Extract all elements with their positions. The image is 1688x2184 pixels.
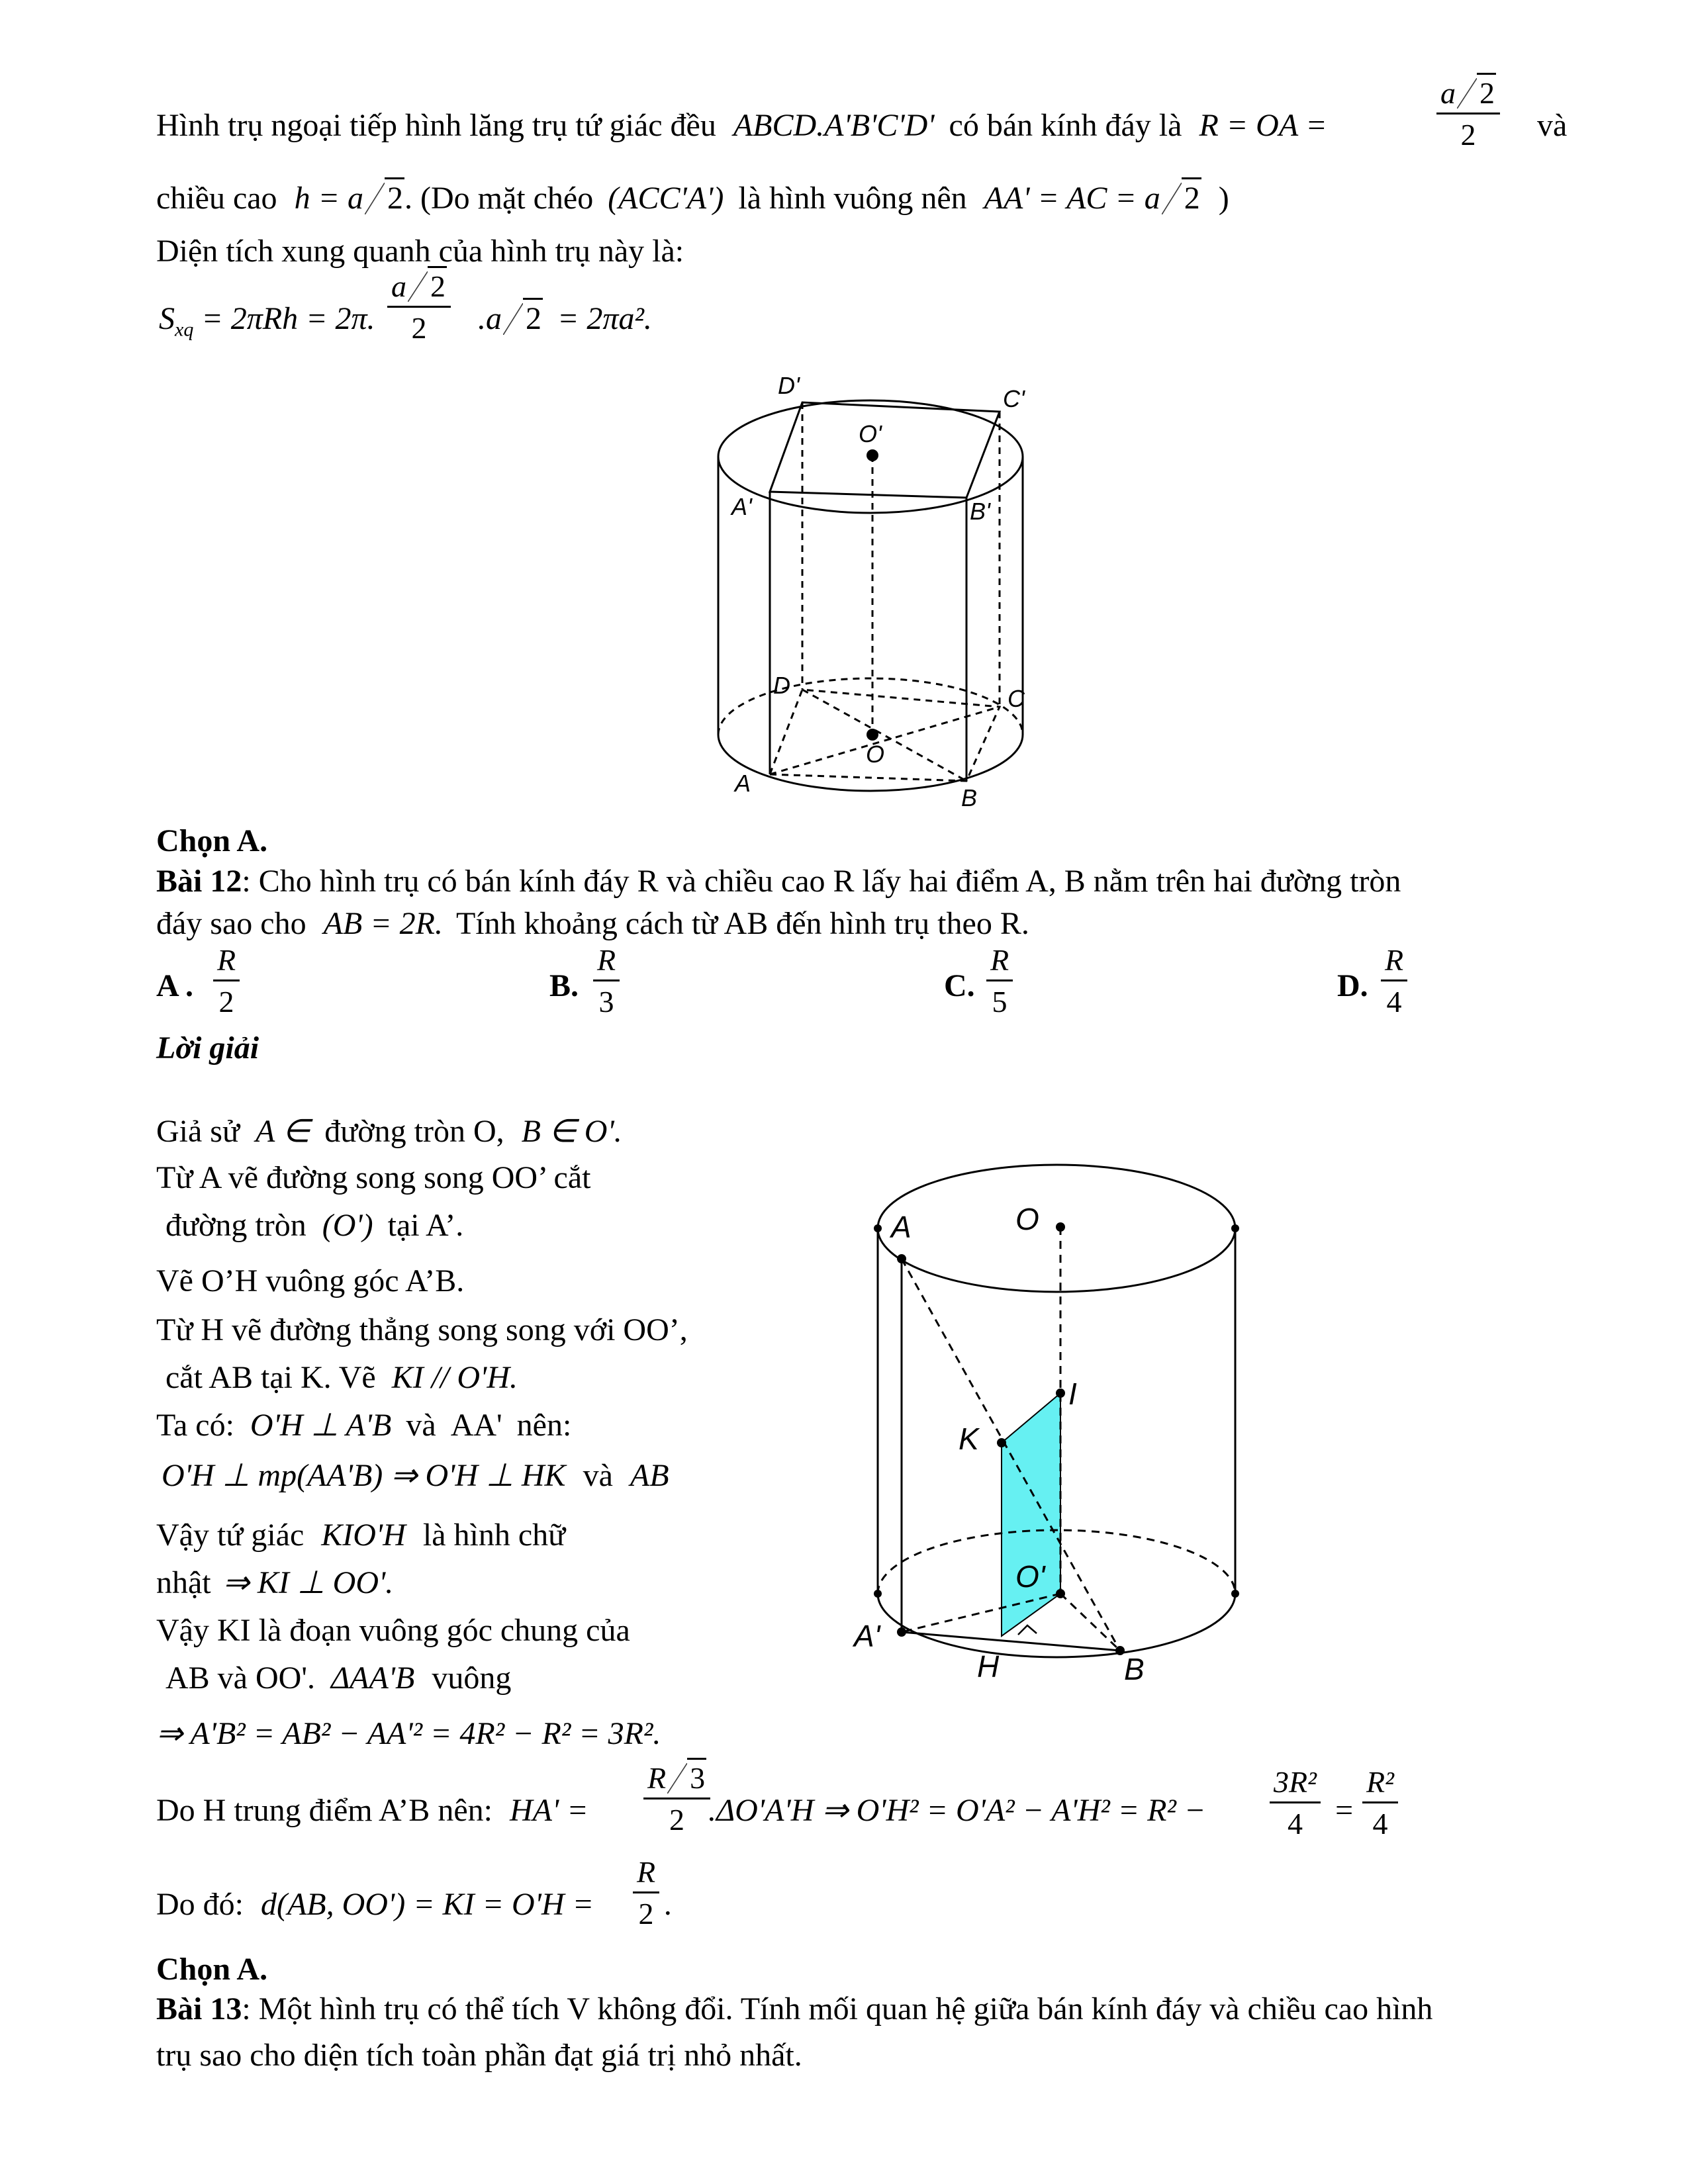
sol-line-10: nhật ⇒ KI ⊥ OO'. — [156, 1565, 394, 1600]
intro-line-1-end: và — [1537, 108, 1568, 143]
label-A-prime: A' — [731, 493, 752, 520]
sol-line-15-end: . — [665, 1887, 673, 1922]
option-a-value[interactable]: $\frac{R}{2}$ — [213, 945, 240, 1017]
point-A-prime — [897, 1627, 906, 1637]
option-d-label[interactable]: D. — [1337, 968, 1368, 1003]
frac-R-2: $\frac{R}{2}$ — [633, 1857, 659, 1929]
sol-line-5: Từ H vẽ đường thẳng song song với OO’, — [156, 1312, 688, 1347]
label-C-prime: C' — [1003, 385, 1025, 412]
label-A-prime: A' — [854, 1619, 880, 1653]
label-O: O — [1015, 1202, 1039, 1236]
point-A — [897, 1254, 906, 1263]
label-C: C — [1008, 685, 1025, 712]
chon-a-2: Chọn A. — [156, 1952, 268, 1987]
frac-R2-4: $\frac{\text{R²}}{4}$ — [1362, 1767, 1398, 1839]
loi-giai-heading: Lời giải — [156, 1030, 259, 1066]
sol-line-14-mid: .ΔO'A'H ⇒ O'H² = O'A² − A'H² = R² − — [708, 1793, 1206, 1828]
sol-line-3: đường tròn (O') tại A’. — [165, 1208, 464, 1243]
point-B — [1115, 1646, 1125, 1655]
option-c-label[interactable]: C. — [944, 968, 975, 1003]
sol-line-8: O'H ⊥ mp(AA'B) ⇒ O'H ⊥ HK và AB — [162, 1458, 669, 1493]
sol-line-14-eq: = — [1333, 1793, 1355, 1828]
option-c-value[interactable]: $\frac{R}{5}$ — [986, 945, 1013, 1017]
point-K — [997, 1438, 1006, 1447]
sol-line-11: Vậy KI là đoạn vuông góc chung của — [156, 1613, 630, 1648]
label-O-prime: O' — [1015, 1559, 1045, 1594]
sol-line-9: Vậy tứ giác KIO'H là hình chữ — [156, 1518, 566, 1553]
sol-line-14: Do H trung điểm A’B nên: HA' = — [156, 1793, 588, 1828]
option-b-label[interactable]: B. — [549, 968, 579, 1003]
label-K: K — [959, 1422, 979, 1456]
intro-line-4-lhs: $S_{xq} = 2\pi Rh = 2\pi$. — [159, 301, 375, 341]
frac-3R2-4: $\frac{\text{3R²}}{4}$ — [1270, 1767, 1321, 1839]
point-left-top — [874, 1224, 882, 1232]
label-O-prime: O' — [859, 420, 882, 447]
math-prism: ABCD.A'B'C'D' — [733, 108, 935, 143]
point-right-top — [1231, 1224, 1239, 1232]
shaded-rectangle-KIOH — [1002, 1393, 1060, 1636]
bai13-line-1: Bài 13: Một hình trụ có thể tích V không đổi. Tính mối quan hệ giữa bán kính đáy và chiều cao hình — [156, 1991, 1433, 2026]
sol-line-1: Giả sử A ∈ đường tròn O, B ∈ O'. — [156, 1114, 622, 1149]
sol-line-13: ⇒ A'B² = AB² − AA'² = 4R² − R² = 3R². — [156, 1716, 661, 1751]
sol-line-4: Vẽ O’H vuông góc A’B. — [156, 1263, 465, 1298]
label-I: I — [1068, 1377, 1077, 1411]
sol-line-15: Do đó: d(AB, OO') = KI = O'H = — [156, 1887, 594, 1922]
point-I — [1056, 1388, 1065, 1398]
point-O — [1056, 1222, 1065, 1232]
bai12-line-1: Bài 12: Cho hình trụ có bán kính đáy R và chiều cao R lấy hai điểm A, B nằm trên hai đường tròn — [156, 864, 1401, 899]
right-angle-mark — [1018, 1625, 1037, 1635]
label-B: B — [961, 784, 978, 811]
label-D-prime: D' — [778, 372, 800, 399]
chon-a-1: Chọn A. — [156, 823, 268, 858]
sol-line-7: Ta có: O'H ⊥ A'B và AA' nên: — [156, 1408, 572, 1443]
frac-HA: $\frac{R 3}{2}$ — [643, 1763, 710, 1835]
label-A: A — [735, 770, 751, 797]
bai13-line-2: trụ sao cho diện tích toàn phần đạt giá trị nhỏ nhất. — [156, 2038, 802, 2073]
text: có bán kính đáy là — [949, 108, 1182, 143]
label-H: H — [977, 1649, 1000, 1684]
math-formula: R = OA = — [1199, 108, 1327, 143]
intro-fraction-area: $\frac{a 2}{2}$ — [387, 271, 451, 343]
intro-line-4-rhs: .a 2 = 2πa². — [478, 303, 652, 335]
point-O-prime — [1056, 1589, 1065, 1598]
text: Hình trụ ngoại tiếp hình lăng trụ tứ giác đều — [156, 108, 716, 143]
sol-line-6: cắt AB tại K. Vẽ KI // O'H. — [165, 1360, 518, 1395]
intro-fraction-radius: $\frac{a 2}{2}$ — [1436, 78, 1500, 150]
intro-line-3: Diện tích xung quanh của hình trụ này là: — [156, 234, 684, 269]
bai12-line-2: đáy sao cho AB = 2R. Tính khoảng cách từ AB đến hình trụ theo R. — [156, 906, 1029, 941]
option-b-value[interactable]: $\frac{R}{3}$ — [593, 945, 620, 1017]
label-D: D — [773, 672, 790, 699]
label-O: O — [866, 741, 885, 768]
segment-A-prime-B — [902, 1632, 1120, 1651]
sol-line-2: Từ A vẽ đường song song OO’ cắt — [156, 1160, 591, 1195]
segment-O-prime-B — [1060, 1594, 1120, 1651]
intro-line-2: chiều cao h = a 2. (Do mặt chéo (ACC'A') là hình vuông nên AA' = AC = a 2 ) — [156, 183, 1229, 214]
option-d-value[interactable]: $\frac{R}{4}$ — [1381, 945, 1407, 1017]
option-a-label[interactable]: A . — [156, 968, 194, 1003]
point-right-bottom — [1231, 1590, 1239, 1598]
sol-line-12: AB và OO'. ΔAA'B vuông — [165, 1661, 512, 1696]
label-B: B — [1124, 1652, 1145, 1686]
label-A: A — [891, 1210, 912, 1244]
point-left-bottom — [874, 1590, 882, 1598]
label-B-prime: B' — [970, 498, 990, 525]
